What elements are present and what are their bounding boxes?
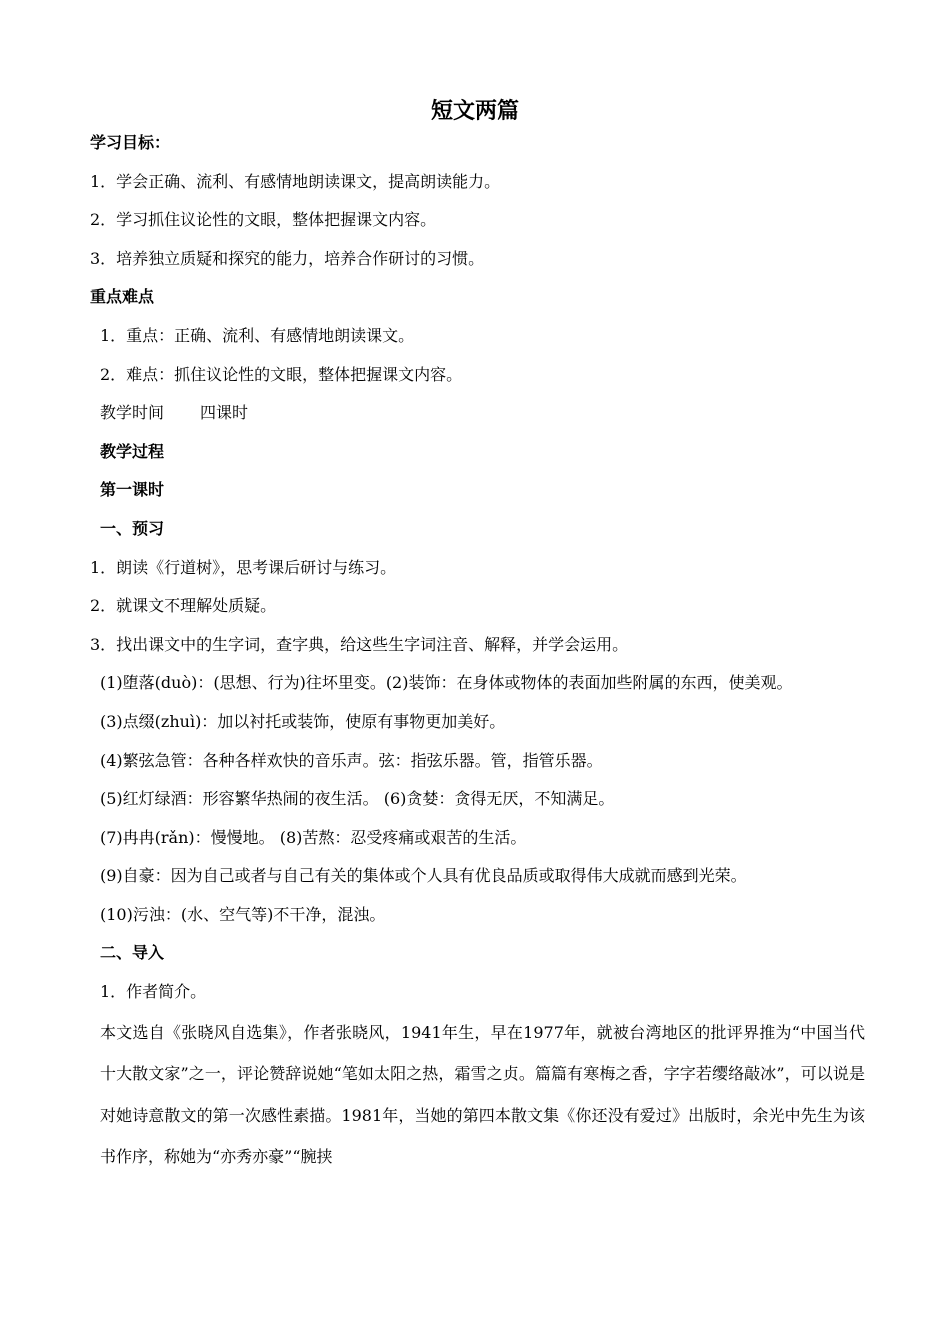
preview-item: 1．朗读《行道树》，思考课后研讨与练习。 [90, 557, 397, 577]
vocab-item: (5)红灯绿酒：形容繁华热闹的夜生活。 (6)贪婪：贪得无厌，不知满足。 [100, 789, 615, 809]
teaching-time-label: 教学时间 [100, 403, 165, 423]
key-point-item: 1．重点：正确、流利、有感情地朗读课文。 [100, 325, 415, 345]
intro-heading: 二、导入 [100, 943, 165, 963]
preview-item: 2．就课文不理解处质疑。 [90, 596, 277, 616]
teaching-time [90, 394, 865, 433]
intro-item: 1．作者简介。 [100, 982, 207, 1002]
preview-heading: 一、预习 [100, 518, 165, 538]
document-body [90, 124, 865, 1178]
vocab-item: (4)繁弦急管：各种各样欢快的音乐声。弦：指弦乐器。管，指管乐器。 [100, 750, 603, 770]
objective-item: 3．培养独立质疑和探究的能力，培养合作研讨的习惯。 [90, 248, 485, 268]
vocab-item: (9)自豪：因为自己或者与自己有关的集体或个人具有优良品质或取得伟大成就而感到光荣。 [100, 866, 747, 886]
vocab-item: (1)堕落(duò)：(思想、行为)往坏里变。(2)装饰：在身体或物体的表面加些附属的东西，使美观。 [100, 673, 793, 693]
author-paragraph: 本文选自《张晓风自选集》，作者张晓风，1941年生，早在1977年，就被台湾地区的批评界推为“中国当代十大散文家”之一，评论赞辞说她“笔如太阳之热，霜雪之贞。篇篇有寒梅之香，字字若缨络敲冰”，可以说是对她诗意散文的第一次感性素描。1981年，当她的第四本散文集《你还没有爱过》出版时，余光中先生为该书作序，称她为“亦秀亦豪”“腕挟 [100, 1022, 865, 1167]
preview-item: 3．找出课文中的生字词，查字典，给这些生字词注音、解释，并学会运用。 [90, 634, 629, 654]
objective-item: 1．学会正确、流利、有感情地朗读课文，提高朗读能力。 [90, 171, 501, 191]
key-point-item: 2．难点：抓住议论性的文眼，整体把握课文内容。 [100, 364, 463, 384]
teaching-time-value: 四课时 [200, 403, 249, 423]
lesson-heading: 第一课时 [100, 480, 165, 500]
vocab-item: (10)污浊：(水、空气等)不干净，混浊。 [100, 904, 386, 924]
process-heading: 教学过程 [100, 441, 165, 461]
objective-item: 2．学习抓住议论性的文眼，整体把握课文内容。 [90, 210, 437, 230]
key-points-heading: 重点难点 [90, 287, 155, 307]
document-title: 短文两篇 [430, 99, 519, 124]
vocab-item: (3)点缀(zhuì)：加以衬托或装饰，使原有事物更加美好。 [100, 711, 506, 731]
objectives-heading: 学习目标： [90, 133, 171, 152]
vocab-item: (7)冉冉(rǎn)：慢慢地。 (8)苦熬：忍受疼痛或艰苦的生活。 [100, 827, 527, 847]
